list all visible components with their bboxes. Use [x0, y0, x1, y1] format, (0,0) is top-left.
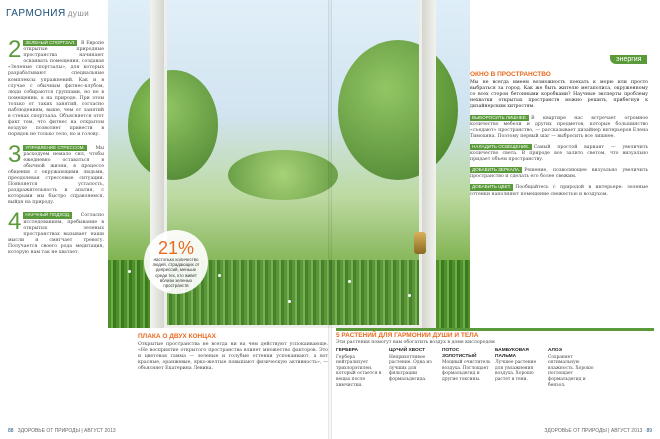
plant-item: [495, 348, 545, 388]
dropcap: 4: [8, 208, 22, 236]
tag-label: ВЫБОРОСИТЬ ЛИШНЕЕ.: [472, 114, 528, 120]
right-column: [470, 72, 648, 202]
bottom-heading: ПЛАКА О ДВУХ КОНЦАХ: [138, 333, 217, 340]
tip-text: В квартире нас встречает огромное количество мебели и других предметов, которые большинство «съедают» пространство, — рассказывает дизайнер интерьеров Елена Тимохина. Поэтому первый шаг — выбросить все лишнее.: [470, 115, 648, 139]
section-title: ГАРМОНИЯ: [6, 8, 66, 19]
plant-name: АЛОЭ: [548, 348, 563, 353]
page-number: 88: [8, 428, 14, 434]
window-frame-right: [422, 0, 436, 328]
tip-paragraph: [470, 115, 648, 140]
footer-right: [544, 428, 652, 434]
plant-text: Неприхотливое растение. Одна из лучших для фильтрации формальдегида.: [389, 354, 432, 382]
stat-badge: [144, 230, 208, 294]
flower-dot: [128, 270, 131, 273]
section-science: [8, 208, 104, 256]
page-number: 89: [646, 428, 652, 434]
bottom-paragraph: Открытые пространства не всегда ни на чем действуют успокаивающе. «Не восприятие открытого пространства влияет множество факторов. Это и цветовая гамма — зеленые и голубые оттенки успокаивают, а вот красные, оранжевые, ярко-желтые повышают физическую активность», — объясняет Екатерина Левина.: [138, 342, 328, 372]
plants-intro: Эти растения помогут вам обогатить воздух в доме кислородом: [336, 340, 495, 345]
energy-tag: энергия: [610, 55, 647, 64]
plant-name: ГЕРБЕРА: [336, 348, 359, 353]
tip-paragraph: [470, 184, 648, 197]
tip-paragraph: [470, 167, 648, 180]
bottom-article: [138, 334, 328, 373]
paragraph: В Европе открытые природные пространства начинают осваивать помещения, создавая «Зеленые спортзалы», для которых разрабатывают специальные комплексы упражнений. Как и в случае с обычным фитнес-клубом, люди собираются группами, но не в помещении, а на природе. При этом только от таких занятий, согласно наблюдениям, выше, чем от занятий в стенах спортзала. Объясняется этот факт тем, что фитнес на открытом воздухе позволяет привести в порядок не только тело, но и голову.: [8, 41, 104, 138]
window-handle-icon: [414, 232, 426, 254]
tip-text: Пообщайтесь с природой в интерьере: зеленые оттенки наполняют помещение свежестью и воздухом.: [470, 185, 648, 197]
paragraph: Согласно исследованиям, пребывание в открытых зеленых пространствах вызывает наши мысли и смягчает тревогу. Получается своего рода медитация, которую нам так не хватает.: [8, 213, 104, 255]
plant-text: Лучшее растение для увлажнения воздуха. Хорошо растет в тени.: [495, 360, 537, 382]
article-heading: ОКНО В ПРОСТРАНСТВО: [470, 71, 551, 78]
plant-name: ЩУЧИЙ ХВОСТ: [389, 348, 426, 353]
plant-text: Мощный очиститель воздуха. Поглощает формальдегид и другие токсины.: [442, 360, 491, 382]
section-subtitle: души: [67, 9, 90, 18]
section-header: [6, 8, 89, 19]
tip-text: Решение, позволяющее визуально увеличить пространство и сделать его более свежим.: [470, 168, 648, 180]
lead-paragraph: Мы не всегда имеем возможность поехать к морю или просто выбраться за город. Как же быть жителю мегаполиса, окруженному со всех сторон бетонными коробками? Научные эксперты проблему нехватки открытых пространств можно решить, прибегнув к дизайнерским хитростям.: [470, 80, 648, 110]
plants-list: [336, 348, 652, 388]
left-column: [8, 36, 104, 262]
section-sport: [8, 36, 104, 139]
tip-text: Самый простой вариант — увеличить количество света. В природе все залито светом, что визуально придает объем пространству.: [470, 144, 648, 163]
plant-text: Гербера нейтрализует трихлорэтилен, который остается в вещах после химчистки.: [336, 354, 382, 388]
tag-label: ЗЕЛЕНЫЙ СПОРТЗАЛ.: [25, 40, 76, 45]
tag-label: НАУЧНЫЙ ПОДХОД.: [25, 212, 71, 218]
plant-item: [548, 348, 598, 388]
tag-label: НАЛАДИТЬ ОСВЕЩЕНИЕ.: [472, 143, 530, 149]
plant-item: [389, 348, 439, 388]
footer-text: ЗДОРОВЬЕ ОТ ПРИРОДЫ | АВГУСТ 2013: [544, 428, 643, 434]
gutter: [328, 0, 332, 439]
tip-paragraph: [470, 144, 648, 163]
plant-name: ПОТОС ЗОЛОТИСТЫЙ: [442, 348, 477, 359]
dropcap: 3: [8, 140, 22, 168]
plants-heading: 5 РАСТЕНИЙ ДЛЯ ГАРМОНИИ ДУШИ И ТЕЛА: [336, 332, 479, 339]
stat-number: 21%: [157, 238, 195, 258]
section-stress: [8, 140, 104, 207]
stat-text: настолько количество людей, страдающих от депрессий, меньше среди тех, кто живет вблизи зеленых пространств: [152, 257, 200, 289]
tag-label: УПРАВЛЕНИЕ СТРЕССОМ.: [25, 144, 85, 150]
plant-item: [442, 348, 492, 388]
plant-item: [336, 348, 386, 388]
footer-text: ЗДОРОВЬЕ ОТ ПРИРОДЫ | АВГУСТ 2013: [17, 428, 116, 434]
plant-text: Сохраняет оптимальную влажность. Хорошо поглощает формальдегид и бензол.: [548, 354, 594, 388]
dropcap: 2: [8, 36, 22, 63]
divider: [336, 328, 654, 331]
plant-name: БАМБУКОВАЯ ПАЛЬМА: [495, 348, 529, 359]
footer-left: [8, 428, 116, 434]
plants-box: [336, 332, 652, 388]
tag-label: ДОБАВИТЬ ЦВЕТ.: [472, 184, 512, 190]
tag-label: ДОБАВИТЬ ЗЕРКАЛА.: [472, 167, 521, 173]
paragraph: Мы расходуем немало сил, чтобы ежедневно оставаться в обычной жизни, в процессе общения с окружающими людьми, преодолевая стрессовые ситуации. Появляется усталость, раздражительность и апатия, с которыми мы быстро справляемся, выйдя на природу.: [8, 145, 104, 206]
